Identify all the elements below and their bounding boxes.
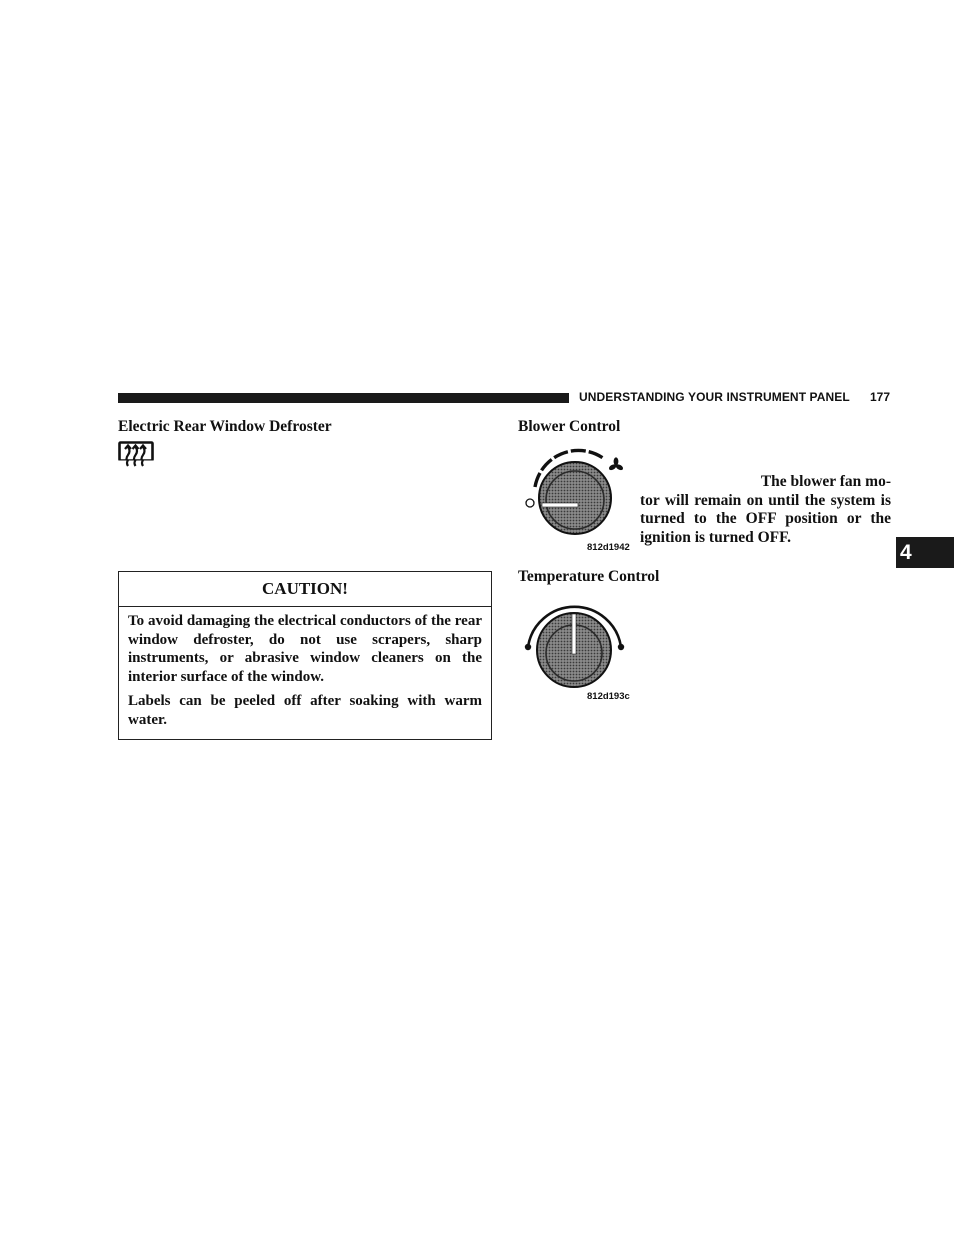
caution-body [119,607,491,730]
header-rule [118,393,569,403]
blower-description [640,473,891,548]
caution-title: CAUTION! [119,572,491,607]
blower-heading: Blower Control [518,418,621,435]
rear-defroster-icon [118,441,156,467]
blower-knob-figure [518,444,630,542]
blower-text-line: tor will remain on until the system is [640,491,891,509]
caution-paragraph: Labels can be peeled off after soaking with warm water. [128,693,482,728]
temperature-knob-figure [518,598,630,690]
temperature-heading: Temperature Control [518,568,660,585]
page-number: 177 [870,390,891,404]
fan-icon [608,457,624,471]
blower-text-line: turned to the OFF position or the [640,510,891,528]
temperature-figure-label: 812d193c [587,691,630,702]
caution-box [118,571,492,740]
chapter-tab: 4 [896,537,954,568]
defroster-heading: Electric Rear Window Defroster [118,418,332,435]
blower-figure-label: 812d1942 [587,542,630,553]
caution-paragraph: To avoid damaging the electrical conductors of the rear window defroster, do not use scrapers, sharp instruments, or abrasive window cleaners on the interior surface of the window. [128,613,482,685]
blower-text-line: The blower fan mo- [760,473,891,490]
blower-text-line: ignition is turned OFF. [640,529,792,547]
running-header-title: UNDERSTANDING YOUR INSTRUMENT PANEL [579,390,850,404]
